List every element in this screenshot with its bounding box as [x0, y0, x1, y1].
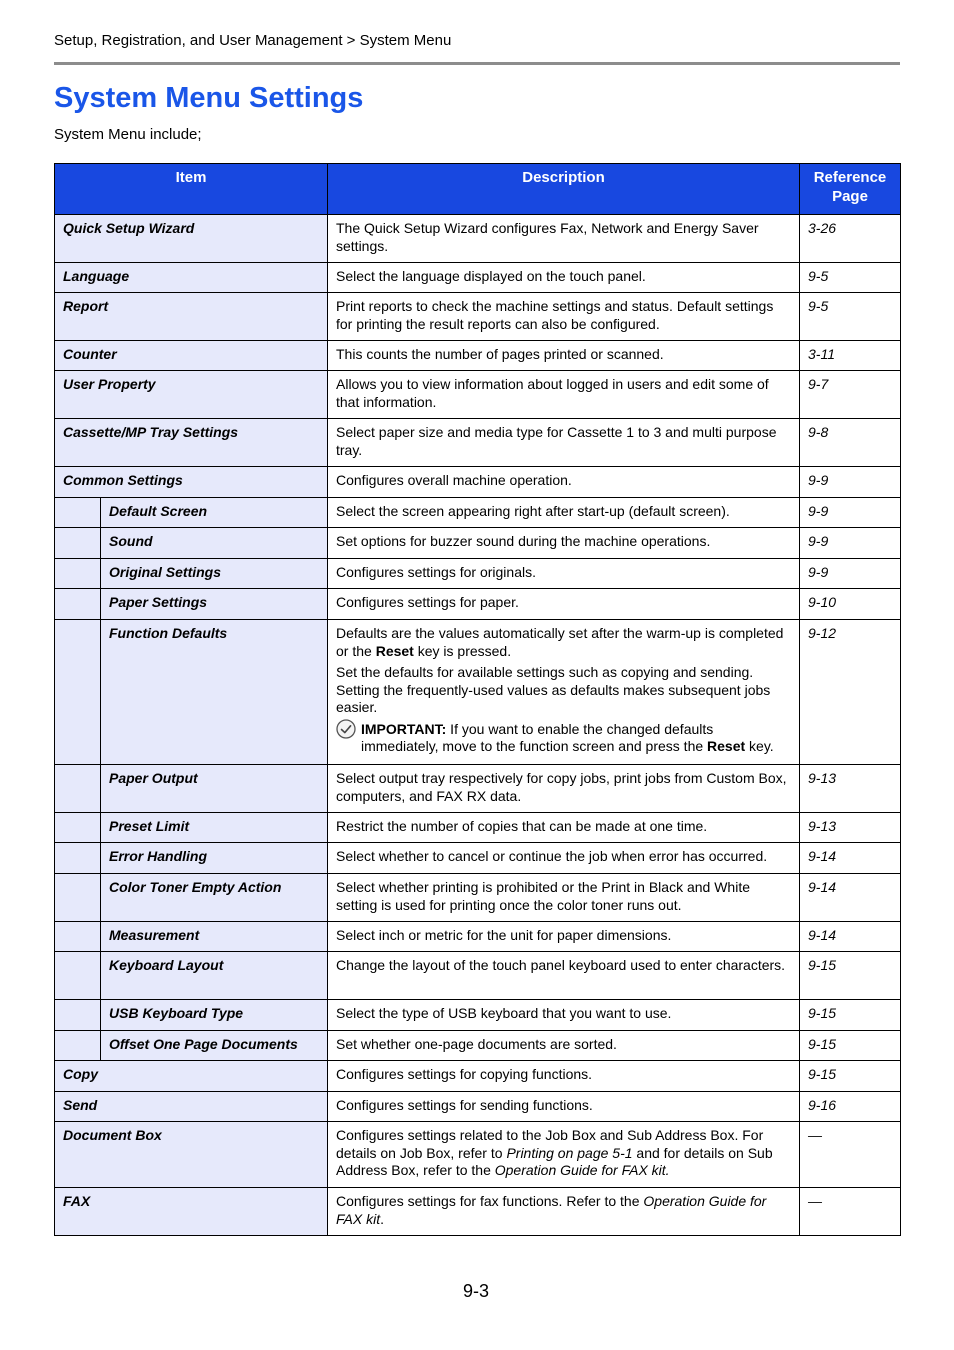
- setting-description: Select whether printing is prohibited or the Print in Black and White setting is used for printing once the color toner runs out.: [328, 874, 800, 922]
- indent-cell: [55, 874, 101, 922]
- table-row: [55, 1061, 901, 1092]
- setting-name: Send: [55, 1092, 328, 1122]
- setting-description: [328, 1122, 800, 1188]
- sub-setting-name: Preset Limit: [101, 813, 328, 843]
- setting-description: [328, 1188, 800, 1236]
- reference-page: 9-9: [800, 528, 901, 559]
- setting-name: User Property: [55, 371, 328, 419]
- reference-page: 9-10: [800, 589, 901, 620]
- setting-description: Configures settings for paper.: [328, 589, 800, 620]
- sub-setting-name: Offset One Page Documents: [101, 1031, 328, 1061]
- reference-page: 9-14: [800, 874, 901, 922]
- settings-table: [54, 163, 901, 1236]
- indent-cell: [55, 1031, 101, 1061]
- setting-name: Copy: [55, 1061, 328, 1092]
- sub-setting-name: USB Keyboard Type: [101, 1000, 328, 1031]
- table-row: [55, 498, 901, 528]
- text-span: Defaults are the values automatically set after the warm-up is completed or the: [336, 625, 784, 659]
- reference-page: 9-15: [800, 1031, 901, 1061]
- column-header-description: Description: [328, 164, 800, 215]
- reference-page: 9-13: [800, 765, 901, 813]
- table-row: [55, 765, 901, 813]
- table-row: [55, 843, 901, 874]
- table-row: [55, 215, 901, 263]
- text-span: .: [380, 1210, 384, 1227]
- table-row: [55, 341, 901, 371]
- cross-reference: Operation Guide for FAX kit.: [494, 1162, 670, 1178]
- text-span: key.: [745, 738, 774, 754]
- setting-description: Select the language displayed on the touch panel.: [328, 263, 800, 293]
- setting-name: Language: [55, 263, 328, 293]
- setting-description: Select output tray respectively for copy jobs, print jobs from Custom Box, computers, and FAX RX data.: [328, 765, 800, 813]
- table-row: [55, 371, 901, 419]
- reference-page: 9-9: [800, 467, 901, 498]
- text-span: Configures settings for fax functions. Refer to the: [336, 1193, 644, 1209]
- sub-setting-name: Keyboard Layout: [101, 952, 328, 1000]
- reference-page: 9-8: [800, 419, 901, 467]
- table-row: [55, 922, 901, 952]
- table-row: [55, 1000, 901, 1031]
- indent-cell: [55, 620, 101, 765]
- reference-page: 9-14: [800, 843, 901, 874]
- indent-cell: [55, 559, 101, 589]
- setting-description: Allows you to view information about logged in users and edit some of that information.: [328, 371, 800, 419]
- setting-description: Set options for buzzer sound during the machine operations.: [328, 528, 800, 559]
- table-row: [55, 813, 901, 843]
- column-header-reference: Reference Page: [800, 164, 901, 215]
- setting-description: [328, 620, 800, 765]
- setting-description: Select the type of USB keyboard that you want to use.: [328, 1000, 800, 1031]
- reference-page: 9-15: [800, 1061, 901, 1092]
- sub-setting-name: Paper Settings: [101, 589, 328, 620]
- reference-page: 3-11: [800, 341, 901, 371]
- table-row: [55, 952, 901, 1000]
- text-span: Configures settings related to the Job Box and Sub Address Box. For details on Job Box, refer to: [336, 1127, 764, 1161]
- text-span: key is pressed.: [413, 642, 512, 659]
- page-number: 9-3: [463, 1281, 490, 1301]
- indent-cell: [55, 589, 101, 620]
- indent-cell: [55, 1000, 101, 1031]
- reference-page: 3-26: [800, 215, 901, 263]
- indent-cell: [55, 765, 101, 813]
- sub-setting-name: Default Screen: [101, 498, 328, 528]
- reference-page: 9-15: [800, 952, 901, 1000]
- setting-name: Counter: [55, 341, 328, 371]
- setting-description: This counts the number of pages printed or scanned.: [328, 341, 800, 371]
- table-row: [55, 293, 901, 341]
- reference-page: 9-7: [800, 371, 901, 419]
- breadcrumb: Setup, Registration, and User Management > System Menu: [54, 32, 452, 49]
- description-paragraph: Set the defaults for available settings such as copying and sending. Setting the frequently-used values as defaults makes subsequent jobs easier.: [336, 664, 771, 715]
- table-row: [55, 874, 901, 922]
- setting-name: Document Box: [55, 1122, 328, 1188]
- page-title: System Menu Settings: [54, 82, 364, 114]
- description-paragraph: [336, 625, 791, 660]
- reset-key-label: Reset: [375, 642, 414, 659]
- setting-description: Set whether one-page documents are sorted.: [328, 1031, 800, 1061]
- setting-description: Select paper size and media type for Cassette 1 to 3 and multi purpose tray.: [328, 419, 800, 467]
- reference-page: 9-5: [800, 293, 901, 341]
- reference-page: 9-12: [800, 620, 901, 765]
- reference-page: 9-16: [800, 1092, 901, 1122]
- intro-text: System Menu include;: [54, 126, 202, 143]
- sub-setting-name: Measurement: [101, 922, 328, 952]
- cross-reference: Operation Guide for FAX kit: [336, 1193, 767, 1227]
- indent-cell: [55, 498, 101, 528]
- indent-cell: [55, 922, 101, 952]
- table-row: [55, 528, 901, 559]
- table-row: [55, 559, 901, 589]
- setting-name: Quick Setup Wizard: [55, 215, 328, 263]
- reference-page: 9-15: [800, 1000, 901, 1031]
- setting-description: Configures settings for sending functions.: [328, 1092, 800, 1122]
- reference-page: 9-9: [800, 498, 901, 528]
- important-text: [361, 721, 791, 756]
- sub-setting-name: Color Toner Empty Action: [101, 874, 328, 922]
- column-header-item: Item: [55, 164, 328, 215]
- setting-name: Cassette/MP Tray Settings: [55, 419, 328, 467]
- sub-setting-name: Function Defaults: [101, 620, 328, 765]
- setting-description: Select the screen appearing right after start-up (default screen).: [328, 498, 800, 528]
- checkmark-icon: [336, 719, 356, 739]
- setting-name: Common Settings: [55, 467, 328, 498]
- text-span: If you want to enable the changed defaults immediately, move to the function screen and press the: [361, 720, 714, 754]
- setting-name: Report: [55, 293, 328, 341]
- table-row: [55, 1031, 901, 1061]
- cross-reference: Printing on page 5-1: [506, 1144, 633, 1161]
- setting-description: Restrict the number of copies that can be made at one time.: [328, 813, 800, 843]
- indent-cell: [55, 528, 101, 559]
- table-row: [55, 263, 901, 293]
- sub-setting-name: Original Settings: [101, 559, 328, 589]
- reference-page: 9-14: [800, 922, 901, 952]
- table-header-row: [55, 164, 901, 215]
- setting-description: Select inch or metric for the unit for paper dimensions.: [328, 922, 800, 952]
- table-row: [55, 1188, 901, 1236]
- indent-cell: [55, 843, 101, 874]
- sub-setting-name: Paper Output: [101, 765, 328, 813]
- indent-cell: [55, 813, 101, 843]
- indent-cell: [55, 952, 101, 1000]
- text-span: and for details on Sub Address Box, refer to the: [336, 1144, 773, 1178]
- table-row: [55, 1092, 901, 1122]
- setting-description: Configures overall machine operation.: [328, 467, 800, 498]
- header-rule: [54, 62, 900, 65]
- important-note: [336, 721, 791, 756]
- table-row: [55, 467, 901, 498]
- setting-description: The Quick Setup Wizard configures Fax, Network and Energy Saver settings.: [328, 215, 800, 263]
- setting-description: Select whether to cancel or continue the job when error has occurred.: [328, 843, 800, 874]
- reference-page: —: [800, 1188, 901, 1236]
- table-row: [55, 589, 901, 620]
- setting-description: Print reports to check the machine settings and status. Default settings for printing the result reports can also be configured.: [328, 293, 800, 341]
- sub-setting-name: Error Handling: [101, 843, 328, 874]
- setting-description: Configures settings for originals.: [328, 559, 800, 589]
- setting-description: Configures settings for copying functions.: [328, 1061, 800, 1092]
- table-row: [55, 620, 901, 765]
- setting-name: FAX: [55, 1188, 328, 1236]
- setting-description: Change the layout of the touch panel keyboard used to enter characters.: [328, 952, 800, 1000]
- important-label: IMPORTANT:: [361, 720, 447, 737]
- reference-page: 9-13: [800, 813, 901, 843]
- reference-page: —: [800, 1122, 901, 1188]
- table-row: [55, 419, 901, 467]
- table-row: [55, 1122, 901, 1188]
- reference-page: 9-9: [800, 559, 901, 589]
- reference-page: 9-5: [800, 263, 901, 293]
- reset-key-label: Reset: [707, 738, 746, 754]
- sub-setting-name: Sound: [101, 528, 328, 559]
